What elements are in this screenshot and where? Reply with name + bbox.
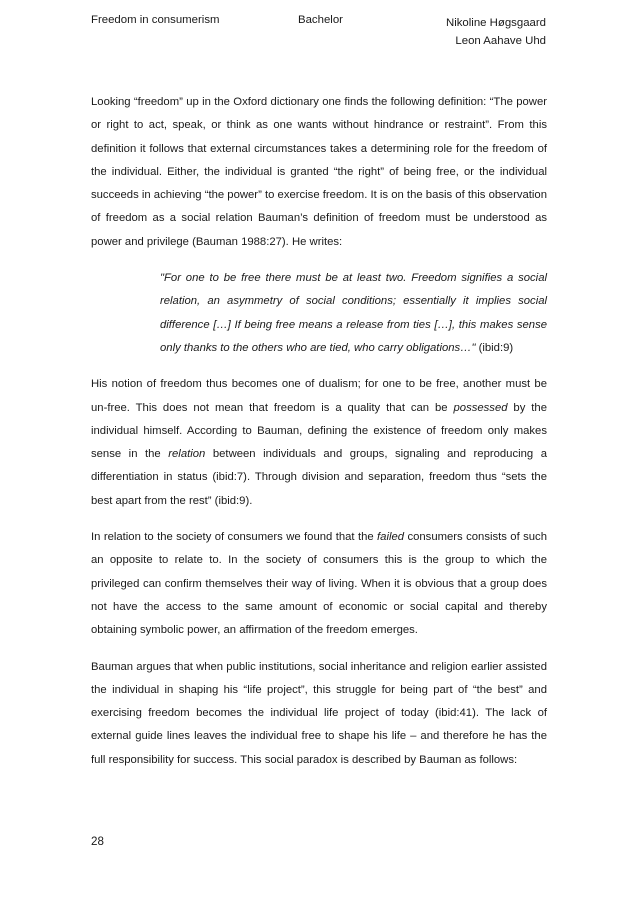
paragraph-2-part-c: between individuals and groups, signaling and reproducing a differentiation in status (ibid:7). Through division and separation, freedom thus “sets the best apart from the rest” (ibid:9).	[91, 448, 548, 507]
paragraph-2-emphasis-possessed: possessed	[453, 401, 508, 414]
quote-text: "For one to be free there must be at least two. Freedom signifies a social relation, an asymmetry of social conditions; essentially it implies social difference […] If being free means a release from ties […], this makes sense only thanks to the others who are tied, who carry obligations…"	[160, 272, 547, 354]
paragraph-4: Bauman argues that when public institutions, social inheritance and religion earlier assisted the individual in shaping his “life project”, this struggle for being part of “the best” and exercising freedom becomes the individual life project of today (ibid:41). The lack of external guide lines leaves the individual free to shape his life – and therefore he has the full responsibility for success. This social paradox is described by Bauman as follows:	[91, 660, 547, 766]
block-quote	[160, 267, 547, 360]
paragraph-2-part-b: by the individual himself. According to Bauman, defining the existence of freedom only makes sense in the	[91, 401, 547, 461]
paragraph-3	[91, 526, 547, 642]
paragraph-2	[91, 373, 547, 513]
paragraph-2-part-a: His notion of freedom thus becomes one of dualism; for one to be free, another must be un-free. This does not mean that freedom is a quality that can be	[91, 378, 547, 414]
paragraph-3-emphasis-failed: failed	[377, 531, 405, 544]
header-degree: Bachelor	[298, 14, 343, 26]
header-author-2: Leon Aahave Uhd	[455, 35, 546, 47]
paragraph-1: Looking “freedom” up in the Oxford dictionary one finds the following definition: “The power or right to act, speak, or think as one wants without hindrance or restraint”. From this definition it follows that external circumstances takes a determining role for the freedom of the individual. Either, the individual is granted “the right” of being free, or the individual succeeds in achieving “the power” to exercise freedom. It is on the basis of this observation of freedom as a social relation Bauman’s definition of freedom must be understood as power and privilege (Bauman 1988:27). He writes:	[91, 96, 547, 248]
quote-citation: (ibid:9)	[475, 341, 514, 354]
header-authors	[446, 14, 546, 50]
paragraph-2-emphasis-relation: relation	[168, 448, 206, 461]
page-number: 28	[91, 835, 104, 848]
header-title: Freedom in consumerism	[91, 14, 220, 26]
page-header	[91, 14, 546, 54]
paragraph-3-part-b: consumers consists of such an opposite to relate to. In the society of consumers this is the group to which the privileged can confirm themselves their way of living. When it is obvious that a group does not have the access to the same amount of economic or social capital and thereby obtaining symbolic power, an affirmation of the freedom emerges.	[91, 531, 547, 637]
header-author-1: Nikoline Høgsgaard	[445, 17, 546, 29]
paragraph-3-part-a: In relation to the society of consumers we found that the	[91, 531, 378, 544]
page-body	[91, 91, 547, 785]
